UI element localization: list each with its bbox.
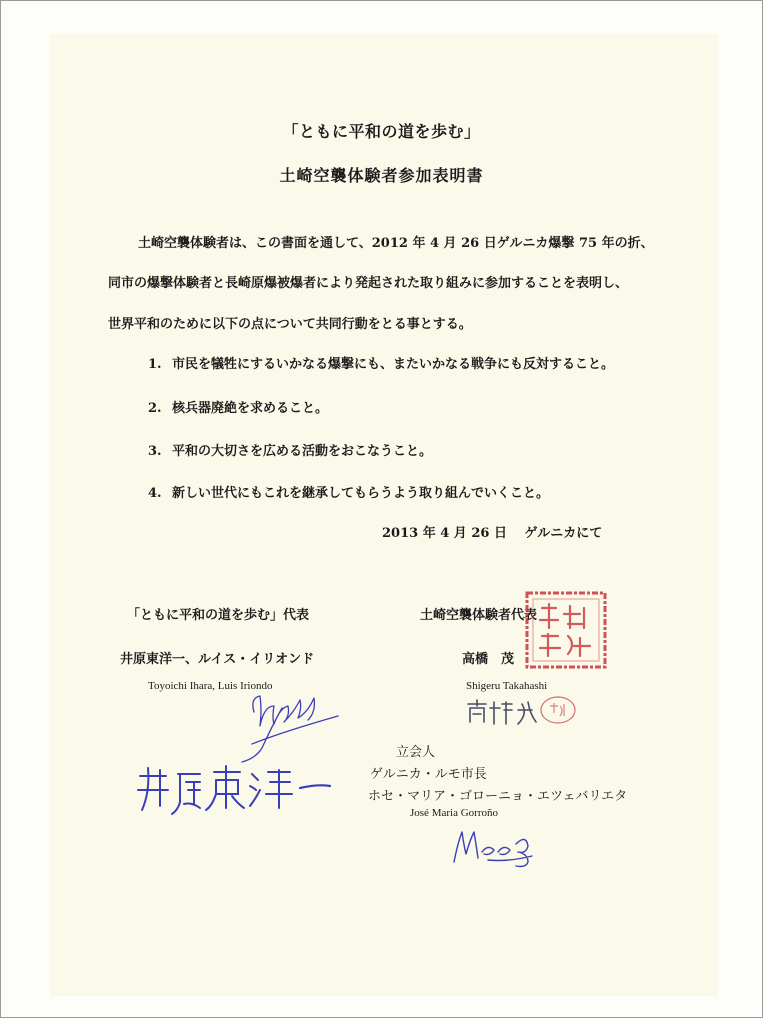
document-subtitle: 土崎空襲体験者参加表明書 xyxy=(279,166,484,185)
point-4 xyxy=(148,482,549,501)
handwritten-signature-gorrono xyxy=(448,822,538,868)
point-text: 平和の大切さを広める活動をおこなうこと。 xyxy=(172,444,433,459)
handwritten-signature-iriondo xyxy=(232,682,342,772)
red-seal-stamp xyxy=(524,590,608,670)
left-signatory-org: 「ともに平和の道を歩む」代表 xyxy=(127,608,310,623)
document-title: 「ともに平和の道を歩む」 xyxy=(282,122,481,141)
handwritten-signature-ihara xyxy=(134,760,334,820)
point-text: 核兵器廃絶を求めること。 xyxy=(172,401,329,416)
body-line-3: 世界平和のために以下の点について共同行動をとる事とする。 xyxy=(108,317,472,332)
date-place: 2013 年 4 月 26 日 ゲルニカにて xyxy=(382,526,603,541)
witness-title: ゲルニカ・ルモ市長 xyxy=(370,767,487,782)
body-line-2: 同市の爆撃体験者と長崎原爆被爆者により発起された取り組みに参加することを表明し、 xyxy=(108,276,629,291)
point-2 xyxy=(148,397,328,416)
left-signatory-romaji: Toyoichi Ihara, Luis Iriondo xyxy=(148,680,273,692)
right-signatory-romaji: Shigeru Takahashi xyxy=(466,680,548,692)
point-text: 新しい世代にもこれを継承してもらうよう取り組んでいくこと。 xyxy=(172,486,550,501)
right-signatory-org: 土崎空襲体験者代表 xyxy=(420,608,538,623)
witness-name: ホセ・マリア・ゴローニョ・エツェバリエタ xyxy=(368,789,628,804)
witness-label: 立会人 xyxy=(396,745,436,760)
point-number: 2. xyxy=(148,401,162,416)
point-number: 3. xyxy=(148,444,162,459)
body-line-1: 土崎空襲体験者は、この書面を通して、2012 年 4 月 26 日ゲルニカ爆撃 75 年の折、 xyxy=(138,236,654,251)
right-signatory-name: 高橋 茂 xyxy=(462,652,515,667)
point-number: 1. xyxy=(148,357,162,372)
point-text: 市民を犠牲にするいかなる爆撃にも、またいかなる戦争にも反対すること。 xyxy=(172,357,615,372)
left-signatory-names: 井原東洋一、ルイス・イリオンド xyxy=(120,652,315,667)
point-number: 4. xyxy=(148,486,162,501)
point-3 xyxy=(148,440,432,459)
point-1 xyxy=(148,353,614,372)
handwritten-signature-takahashi xyxy=(464,696,540,726)
witness-romaji: José Maria Gorroño xyxy=(410,807,498,819)
small-red-seal xyxy=(538,694,578,726)
